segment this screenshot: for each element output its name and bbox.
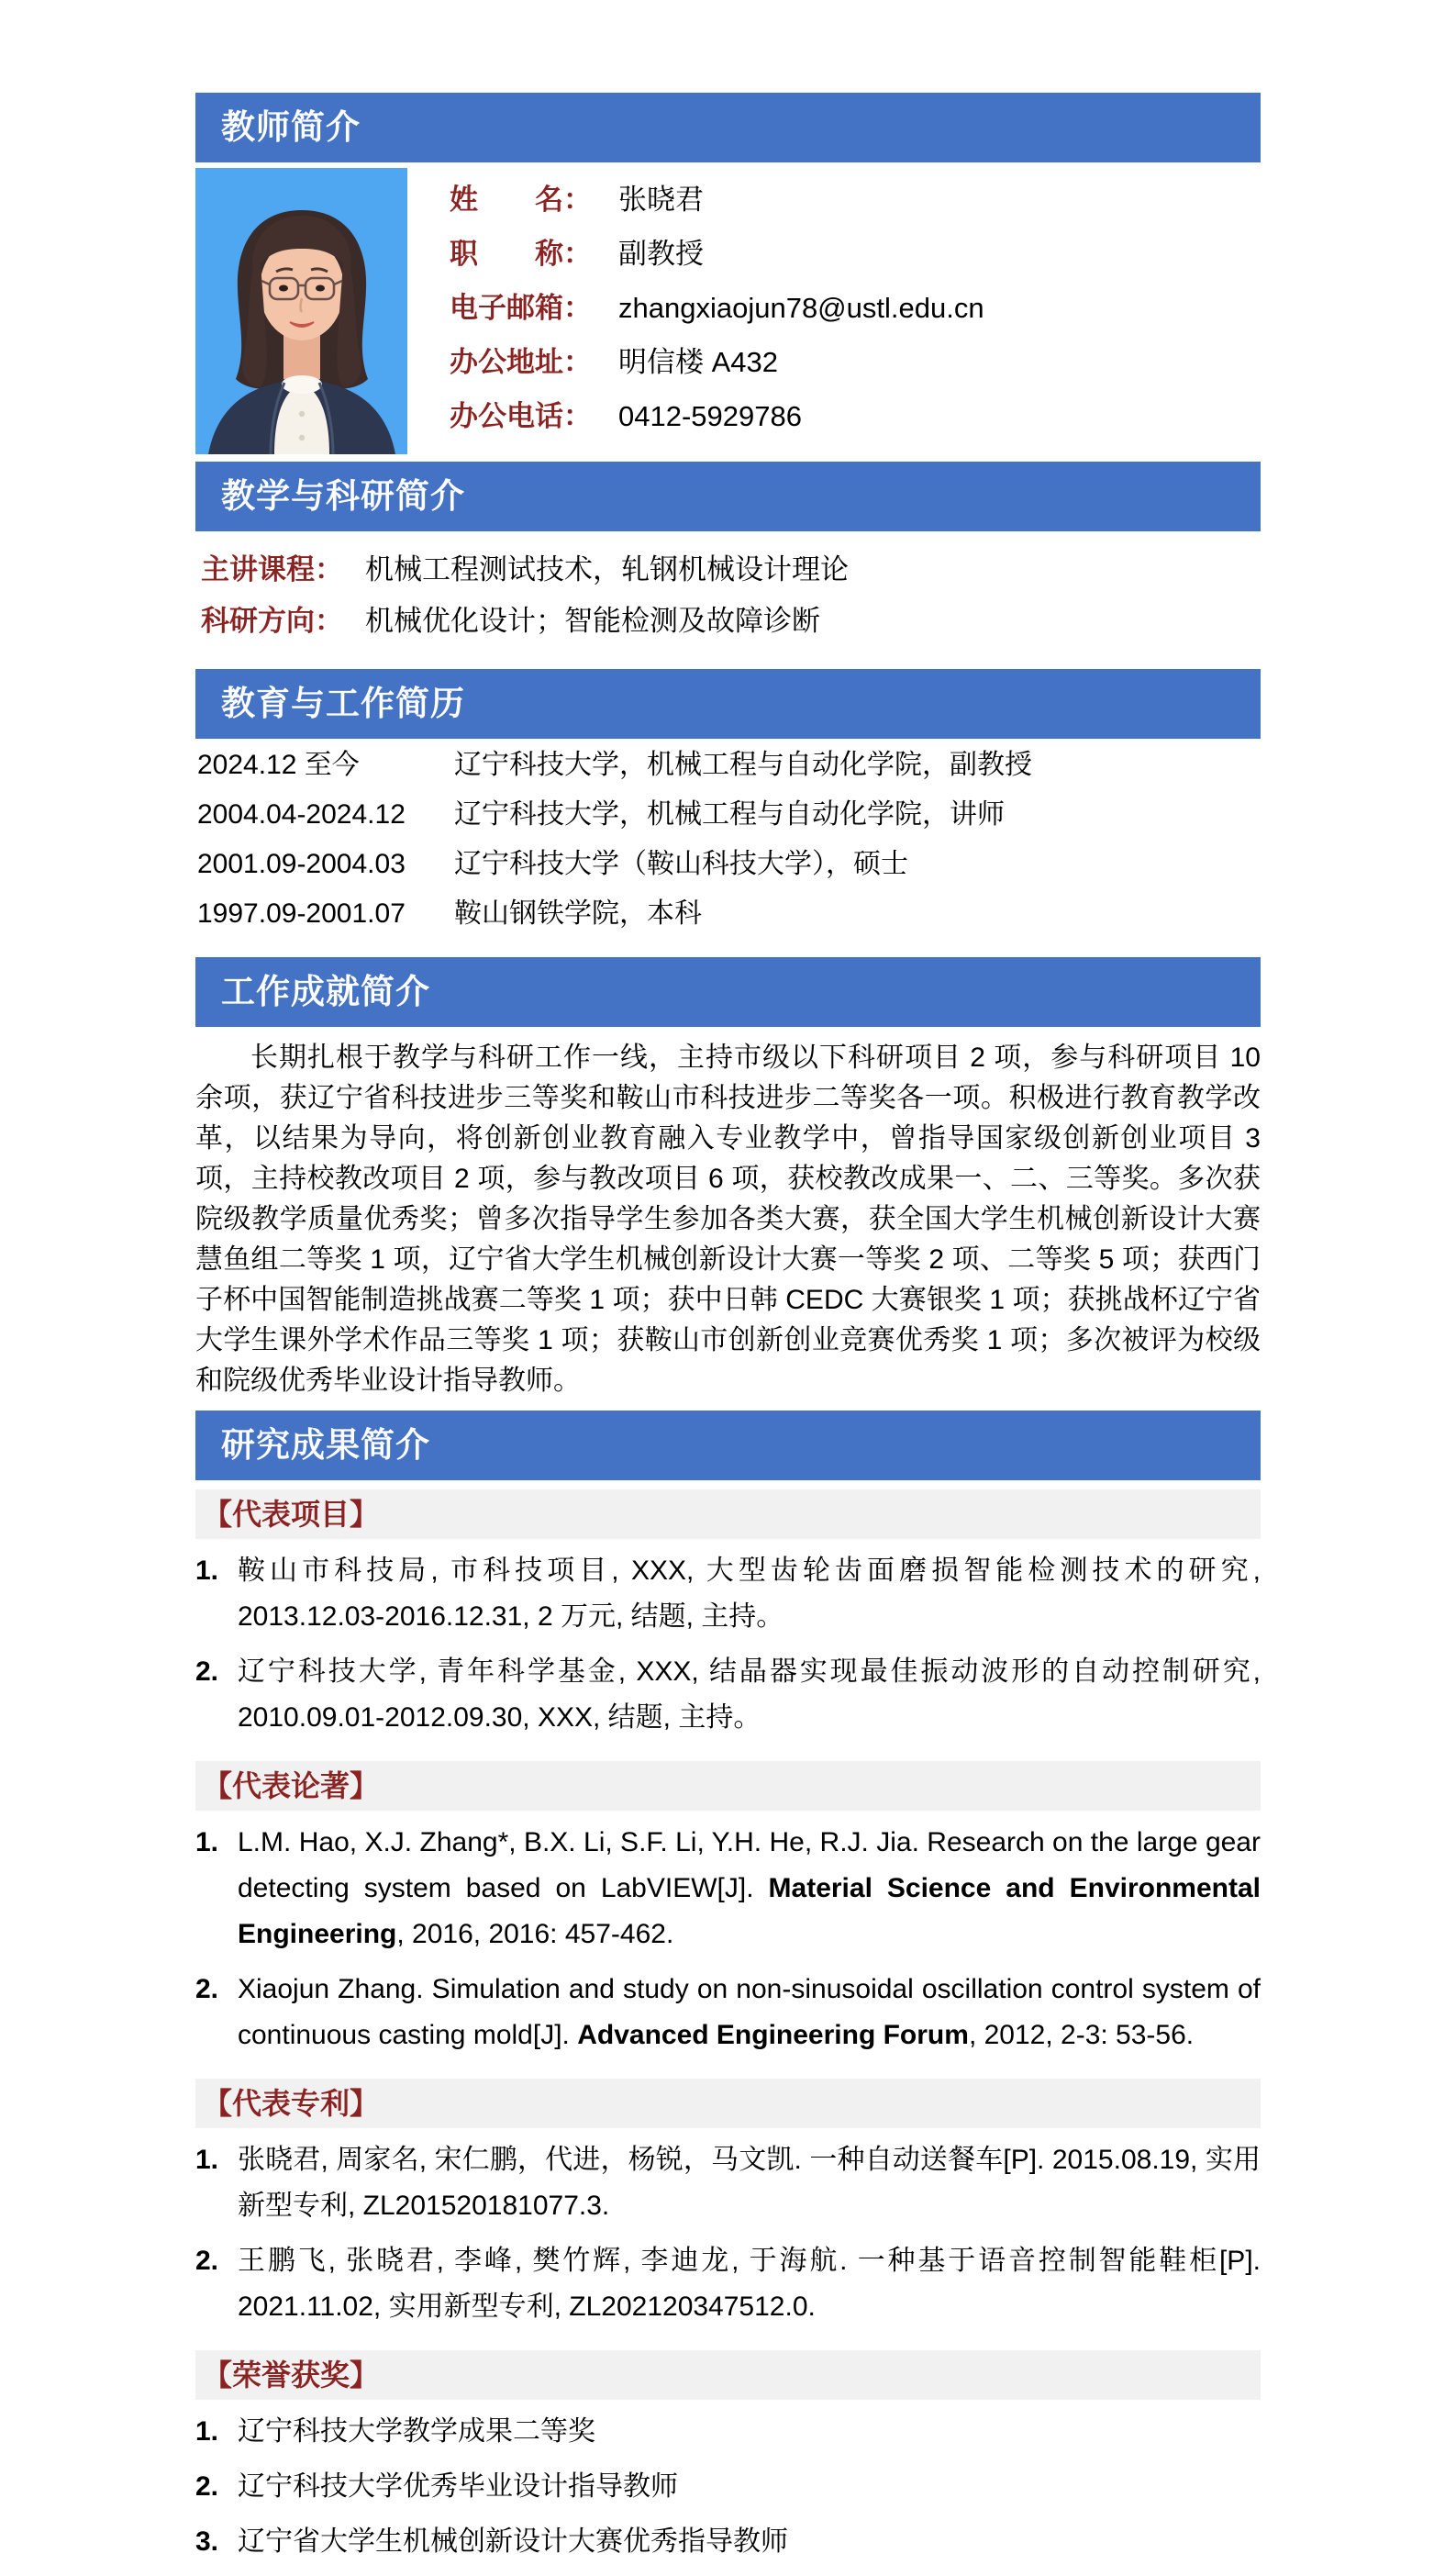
history-detail: 鞍山钢铁学院，本科: [454, 898, 702, 929]
research-group: [195, 1761, 1261, 2069]
group-heading: 【代表论著】: [195, 1761, 1261, 1811]
history-detail: 辽宁科技大学（鞍山科技大学），硕士: [454, 849, 908, 879]
list-item-text: 辽宁科技大学优秀毕业设计指导教师: [238, 2471, 678, 2502]
teaching-research-block: [195, 531, 1261, 662]
list-item: [195, 2464, 1261, 2510]
list-item-number: 3.: [195, 2526, 219, 2557]
field-email: [450, 289, 1261, 328]
teacher-photo: [195, 168, 407, 454]
list-item-number: 1.: [195, 2145, 219, 2175]
group-heading: 【代表项目】: [195, 1489, 1261, 1539]
field-title: [450, 235, 1261, 273]
history-detail: 辽宁科技大学，机械工程与自动化学院，副教授: [454, 750, 1032, 780]
history-row: [197, 897, 1261, 931]
list-item-text: 张晓君, 周家名, 宋仁鹏，代进，杨锐，马文凯. 一种自动送餐车[P]. 2015.08.19, 实用新型专利, ZL201520181077.3.: [238, 2145, 1261, 2221]
history-period: 1997.09-2001.07: [197, 898, 406, 929]
courses-value: 机械工程测试技术，轧钢机械设计理论: [365, 553, 849, 585]
research-direction-row: [201, 601, 1261, 641]
history-list: [195, 739, 1261, 950]
document-page: [195, 0, 1261, 2576]
field-name-label: 姓 名：: [450, 184, 592, 216]
list-item: [195, 1548, 1261, 1640]
section-header-teacher-profile: [195, 93, 1261, 162]
list-item-text: 王鹏飞, 张晓君, 李峰, 樊竹辉, 李迪龙, 于海航. 一种基于语音控制智能鞋柜[P]. 2021.11.02, 实用新型专利, ZL202120347512.0.: [238, 2246, 1261, 2322]
courses-row: [201, 550, 1261, 590]
list-item-number: 2.: [195, 1656, 219, 1687]
list-item-number: 2.: [195, 2246, 219, 2276]
section-title: 研究成果简介: [221, 1426, 430, 1464]
section-header-research-results: [195, 1411, 1261, 1480]
list-item-number: 1.: [195, 1556, 219, 1586]
field-name: [450, 181, 1261, 219]
list-item-text: Xiaojun Zhang. Simulation and study on non-sinusoidal oscillation control system of continuous casting mold[J]. Advanced Engineering Forum, 2012, 2-3: 53-56.: [238, 1974, 1261, 2050]
group-list: [195, 2128, 1261, 2341]
portrait-illustration: [195, 168, 407, 454]
list-item-text: 辽宁科技大学, 青年科学基金, XXX, 结晶器实现最佳振动波形的自动控制研究, 2010.09.01-2012.09.30, XXX, 结题, 主持。: [238, 1656, 1261, 1733]
list-item-text: 鞍山市科技局, 市科技项目, XXX, 大型齿轮齿面磨损智能检测技术的研究, 2013.12.03-2016.12.31, 2 万元, 结题, 主持。: [238, 1556, 1261, 1632]
list-item: [195, 2238, 1261, 2330]
list-item: [195, 1967, 1261, 2058]
section-header-teaching-research: [195, 462, 1261, 531]
list-item: [195, 2137, 1261, 2229]
section-header-education-work: [195, 669, 1261, 739]
research-groups: [195, 1489, 1261, 2576]
field-title-label: 职 称：: [450, 238, 592, 270]
list-item: [195, 1820, 1261, 1957]
history-detail: 辽宁科技大学，机械工程与自动化学院，讲师: [454, 799, 1005, 830]
profile-info-section: [195, 168, 1261, 454]
list-item-text: 辽宁科技大学教学成果二等奖: [238, 2416, 595, 2447]
field-name-value: 张晓君: [618, 184, 704, 216]
history-period: 2001.09-2004.03: [197, 849, 406, 879]
list-item-text: L.M. Hao, X.J. Zhang*, B.X. Li, S.F. Li, Y.H. He, R.J. Jia. Research on the large gear detecting system based on LabVIEW[J]. Material Science and Environmental Engineering, 2016, 2016: 457-462.: [238, 1827, 1261, 1949]
research-group: [195, 2079, 1261, 2341]
field-email-label: 电子邮箱：: [450, 292, 592, 324]
list-item-text: 辽宁省大学生机械创新设计大赛优秀指导教师: [238, 2526, 788, 2557]
research-group: [195, 2350, 1261, 2576]
history-row: [197, 748, 1261, 783]
group-heading: 【代表专利】: [195, 2079, 1261, 2128]
group-list: [195, 1811, 1261, 2069]
list-item: [195, 2409, 1261, 2455]
list-item: [195, 1649, 1261, 1741]
history-period: 2024.12 至今: [197, 750, 360, 780]
field-office-phone-value: 0412-5929786: [618, 400, 802, 432]
research-direction-label: 科研方向：: [201, 605, 343, 637]
group-list: [195, 2400, 1261, 2576]
field-office-address-value: 明信楼 A432: [618, 346, 779, 378]
group-heading: 【荣誉获奖】: [195, 2350, 1261, 2400]
section-title: 教育与工作简历: [221, 685, 465, 722]
list-item-number: 2.: [195, 2471, 219, 2502]
section-title: 教师简介: [221, 108, 361, 146]
history-row: [197, 847, 1261, 882]
field-title-value: 副教授: [618, 238, 704, 270]
research-direction-value: 机械优化设计；智能检测及故障诊断: [365, 605, 820, 637]
field-office-phone-label: 办公电话：: [450, 400, 592, 432]
courses-label: 主讲课程：: [201, 553, 343, 585]
work-achievements-paragraph: 长期扎根于教学与科研工作一线，主持市级以下科研项目 2 项，参与科研项目 10 余项，获辽宁省科技进步三等奖和鞍山市科技进步二等奖各一项。积极进行教育教学改革，以结果为导向，将创新创业教育融入专业教学中，曾指导国家级创新创业项目 3 项，主持校教改项目 2 项，参与教改项目 6 项，获校教改成果一、二、三等奖。多次获院级教学质量优秀奖；曾多次指导学生参加各类大赛，获全国大学生机械创新设计大赛慧鱼组二等奖 1 项，辽宁省大学生机械创新设计大赛一等奖 2 项、二等奖 5 项；获西门子杯中国智能制造挑战赛二等奖 1 项；获中日韩 CEDC 大赛银奖 1 项；获挑战杯辽宁省大学生课外学术作品三等奖 1 项；获鞍山市创新创业竞赛优秀奖 1 项；多次被评为校级和院级优秀毕业设计指导教师。: [195, 1043, 1261, 1396]
profile-fields: [407, 168, 1261, 454]
list-item-number: 1.: [195, 1827, 219, 1857]
list-item: [195, 2519, 1261, 2565]
history-period: 2004.04-2024.12: [197, 799, 406, 830]
field-office-phone: [450, 397, 1261, 436]
group-list: [195, 1539, 1261, 1752]
list-item-number: 2.: [195, 1974, 219, 2004]
field-office-address-label: 办公地址：: [450, 346, 592, 378]
list-item-number: 1.: [195, 2416, 219, 2447]
section-title: 教学与科研简介: [221, 477, 465, 515]
field-email-value: zhangxiaojun78@ustl.edu.cn: [618, 292, 984, 324]
section-header-work-achievements: [195, 957, 1261, 1027]
history-row: [197, 797, 1261, 832]
field-office-address: [450, 343, 1261, 382]
section-title: 工作成就简介: [221, 973, 430, 1010]
research-group: [195, 1489, 1261, 1752]
